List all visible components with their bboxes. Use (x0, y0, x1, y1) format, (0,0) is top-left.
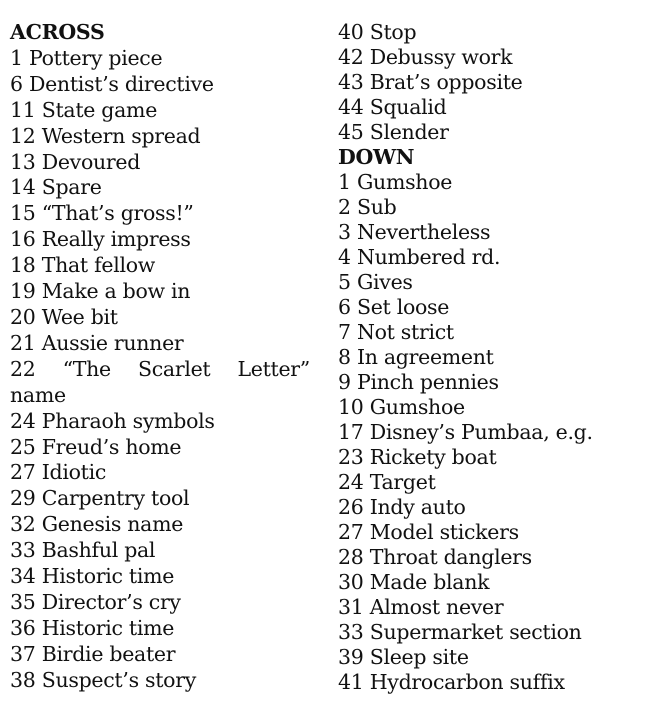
down-clue-39 (338, 645, 638, 670)
clue-text: Genesis name (41, 512, 184, 537)
down-clue-24 (338, 470, 638, 495)
clue-number: 38 (10, 667, 36, 692)
down-clue-5 (338, 270, 638, 295)
clue-text: Historic time (41, 615, 175, 640)
clue-text: Throat danglers (369, 545, 532, 569)
clue-number: 21 (10, 330, 36, 355)
clue-number: 35 (10, 589, 36, 614)
clue-number: 18 (10, 253, 36, 278)
down-clue-27 (338, 520, 638, 545)
across-clue-34 (10, 564, 310, 590)
clue-text: Director’s cry (41, 589, 181, 614)
down-clue-3 (338, 220, 638, 245)
clue-number: 34 (10, 564, 36, 589)
across-clue-1 (10, 46, 310, 72)
across-clue-22-line2: name (10, 382, 66, 407)
clue-text: Historic time (41, 564, 175, 589)
clue-text: Carpentry tool (41, 486, 190, 511)
clue-number: 6 (338, 295, 351, 319)
clue-number: 23 (338, 445, 364, 469)
clue-text: That fellow (41, 253, 155, 278)
clue-text: Nevertheless (356, 220, 491, 244)
clue-number: 33 (338, 620, 364, 644)
clue-number: 33 (10, 538, 36, 563)
clue-number: 31 (338, 595, 364, 619)
left-column (10, 20, 310, 694)
across-clue-18 (10, 253, 310, 279)
across-clue-12 (10, 124, 310, 150)
clue-number: 1 (10, 45, 23, 70)
down-clue-1 (338, 170, 638, 195)
across-clue-29 (10, 486, 310, 512)
clue-number: 8 (338, 345, 351, 369)
clue-number: 20 (10, 304, 36, 329)
clue-text: Really impress (41, 227, 191, 252)
down-clue-6 (338, 295, 638, 320)
clue-text: Set loose (356, 295, 450, 319)
across-clue-44 (338, 95, 638, 120)
clue-number: 25 (10, 434, 36, 459)
down-clue-9 (338, 370, 638, 395)
across-clue-15 (10, 201, 310, 227)
clue-number: 40 (338, 20, 364, 44)
down-clue-10 (338, 395, 638, 420)
clue-text: Sub (356, 195, 397, 219)
clue-text: Aussie runner (41, 330, 184, 355)
clue-text: Gumshoe (369, 395, 465, 419)
clue-number: 24 (338, 470, 364, 494)
across-clue-33 (10, 538, 310, 564)
clue-text: Spare (41, 175, 102, 200)
clue-text: Suspect’s story (41, 667, 196, 692)
across-clue-40 (338, 20, 638, 45)
clue-text: Western spread (41, 123, 201, 148)
across-clue-38 (10, 668, 310, 694)
clue-text: Target (369, 470, 436, 494)
clue-number: 29 (10, 486, 36, 511)
clue-text: Sleep site (369, 645, 469, 669)
clue-number: 36 (10, 615, 36, 640)
down-clue-30 (338, 570, 638, 595)
clue-text: Squalid (369, 95, 447, 119)
clue-text: State game (41, 97, 158, 122)
clue-text: Numbered rd. (356, 245, 501, 269)
across-clue-35 (10, 590, 310, 616)
clue-text: Devoured (41, 149, 141, 174)
clue-text: Disney’s Pumbaa, e.g. (369, 420, 593, 444)
across-clue-37 (10, 642, 310, 668)
down-clue-2 (338, 195, 638, 220)
across-clue-25 (10, 435, 310, 461)
clue-number: 7 (338, 320, 351, 344)
clue-number: 44 (338, 95, 364, 119)
clue-text: Brat’s opposite (369, 70, 523, 94)
down-heading: DOWN (338, 145, 415, 169)
clue-text: Pinch pennies (356, 370, 499, 394)
clue-number: 14 (10, 175, 36, 200)
clue-number: 41 (338, 670, 364, 694)
clue-text: Hydrocarbon suffix (369, 670, 565, 694)
clue-number: 13 (10, 149, 36, 174)
across-clue-24 (10, 409, 310, 435)
down-clue-28 (338, 545, 638, 570)
clue-number: 3 (338, 220, 351, 244)
down-clue-23 (338, 445, 638, 470)
clue-text: Make a bow in (41, 279, 191, 304)
across-clue-43 (338, 70, 638, 95)
clue-number: 11 (10, 97, 36, 122)
clue-number: 27 (338, 520, 364, 544)
clue-text: Model stickers (369, 520, 519, 544)
clue-text: Stop (369, 20, 417, 44)
clue-text: Supermarket section (369, 620, 582, 644)
clue-number: 24 (10, 408, 36, 433)
down-clue-17 (338, 420, 638, 445)
clue-number: 17 (338, 420, 364, 444)
clue-number: 12 (10, 123, 36, 148)
across-clue-14 (10, 175, 310, 201)
clue-text: “That’s gross!” (41, 201, 194, 226)
clue-number: 16 (10, 227, 36, 252)
across-clue-27 (10, 460, 310, 486)
clue-text: Bashful pal (41, 538, 156, 563)
right-column (338, 20, 638, 695)
clue-text: Pharaoh symbols (41, 408, 215, 433)
clue-number: 4 (338, 245, 351, 269)
clue-word: “The (62, 356, 111, 381)
clue-number: 39 (338, 645, 364, 669)
across-clue-16 (10, 227, 310, 253)
clue-text: Gives (356, 270, 413, 294)
clue-number: 5 (338, 270, 351, 294)
clue-word: Letter” (237, 356, 310, 381)
across-heading: ACROSS (10, 20, 105, 44)
across-clue-22-line1 (10, 357, 310, 383)
down-clue-33 (338, 620, 638, 645)
clue-number: 19 (10, 279, 36, 304)
across-clue-36 (10, 616, 310, 642)
clue-number: 26 (338, 495, 364, 519)
clue-number: 28 (338, 545, 364, 569)
clue-text: Birdie beater (41, 641, 176, 666)
clue-text: Pottery piece (28, 45, 163, 70)
clue-number: 27 (10, 460, 36, 485)
across-clue-45 (338, 120, 638, 145)
down-clue-26 (338, 495, 638, 520)
clue-number: 30 (338, 570, 364, 594)
clue-number: 1 (338, 170, 351, 194)
clue-word: Scarlet (137, 356, 211, 381)
down-clue-31 (338, 595, 638, 620)
down-clue-4 (338, 245, 638, 270)
across-clue-32 (10, 512, 310, 538)
clue-number: 9 (338, 370, 351, 394)
across-clue-13 (10, 150, 310, 176)
clue-number: 37 (10, 641, 36, 666)
clue-text: Rickety boat (369, 445, 497, 469)
clue-text: Dentist’s directive (28, 71, 214, 96)
clue-number: 22 (10, 356, 36, 381)
clue-text: Debussy work (369, 45, 513, 69)
clue-text: Wee bit (41, 304, 118, 329)
across-clue-21 (10, 331, 310, 357)
across-clue-19 (10, 279, 310, 305)
down-clue-41 (338, 670, 638, 695)
across-clue-11 (10, 98, 310, 124)
down-clue-8 (338, 345, 638, 370)
clue-text: Freud’s home (41, 434, 182, 459)
across-clue-6 (10, 72, 310, 98)
clue-number: 32 (10, 512, 36, 537)
clue-text: Indy auto (369, 495, 466, 519)
clue-text: In agreement (356, 345, 494, 369)
clue-text: Idiotic (41, 460, 107, 485)
clue-number: 6 (10, 71, 23, 96)
clue-number: 2 (338, 195, 351, 219)
across-clue-42 (338, 45, 638, 70)
clue-number: 43 (338, 70, 364, 94)
clue-text: Gumshoe (356, 170, 453, 194)
across-clue-20 (10, 305, 310, 331)
down-clue-7 (338, 320, 638, 345)
clue-text: Slender (369, 120, 449, 144)
clue-number: 15 (10, 201, 36, 226)
clue-number: 45 (338, 120, 364, 144)
clue-text: Almost never (369, 595, 504, 619)
clue-number: 42 (338, 45, 364, 69)
clue-text: Made blank (369, 570, 490, 594)
clue-text: Not strict (356, 320, 454, 344)
clue-number: 10 (338, 395, 364, 419)
